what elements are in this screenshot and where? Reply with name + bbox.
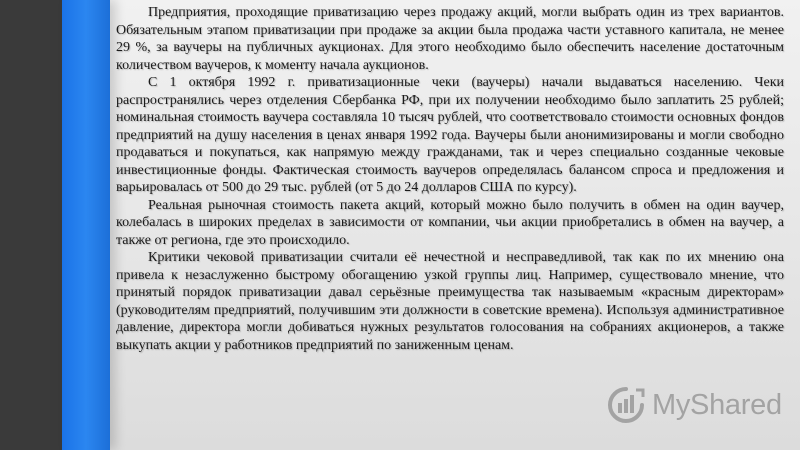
paragraph-4: Критики чековой приватизации считали её нечестной и несправедливой, так как по их мнению она привела к незаслуженно быстрому обогащению узкой группы лиц. Например, существовало мнение, что принятый порядок приватизации давал серьёзные преимущества так называемым «красным директорам» (руководителям предприятий, получившим эти должности в советские времена). Используя административное давление, директора могли добиваться нужных результатов голосования на собраниях акционеров, а также выкупать акции у работников предприятий по заниженным ценам. xyxy=(116,250,784,353)
left-dark-stripe xyxy=(0,0,62,450)
left-blue-stripe xyxy=(62,0,110,450)
myshared-logo-icon xyxy=(606,386,646,424)
paragraph-3: Реальная рыночная стоимость пакета акций, который можно было получить в обмен на один ваучер, колебалась в широких пределах в зависимости от компании, чьи акции приобретались в обмен на ваучер, а также от региона, где это происходило. xyxy=(116,197,784,248)
paragraph-1: Предприятия, проходящие приватизацию через продажу акций, могли выбрать один из трех вариантов. Обязательным этапом приватизации при продаже за акции была продажа части уставного капитала, не менее 29 %, за ваучеры на публичных аукционах. Для этого необходимо было обеспечить население достаточным количеством ваучеров, к моменту начала аукционов. xyxy=(116,5,784,73)
myshared-watermark-logo xyxy=(606,386,782,424)
paragraph-2: С 1 октября 1992 г. приватизационные чеки (ваучеры) начали выдаваться населению. Чеки распространялись через отделения Сбербанка РФ, при их получении необходимо было заплатить 25 рублей; номинальная стоимость ваучера составляла 10 тысяч рублей, что соответствовало стоимости основных фондов предприятий на душу населения в ценах января 1992 года. Ваучеры были анонимизированы и могли свободно продаваться и покупаться, как напрямую между гражданами, так и через специально созданные чековые инвестиционные фонды. Фактическая стоимость ваучеров определялась балансом спроса и предложения и варьировалась от 500 до 29 тыс. рублей (от 5 до 24 долларов США по курсу). xyxy=(116,75,784,195)
slide-text-body xyxy=(116,4,784,354)
logo-text: MyShared xyxy=(652,388,782,421)
